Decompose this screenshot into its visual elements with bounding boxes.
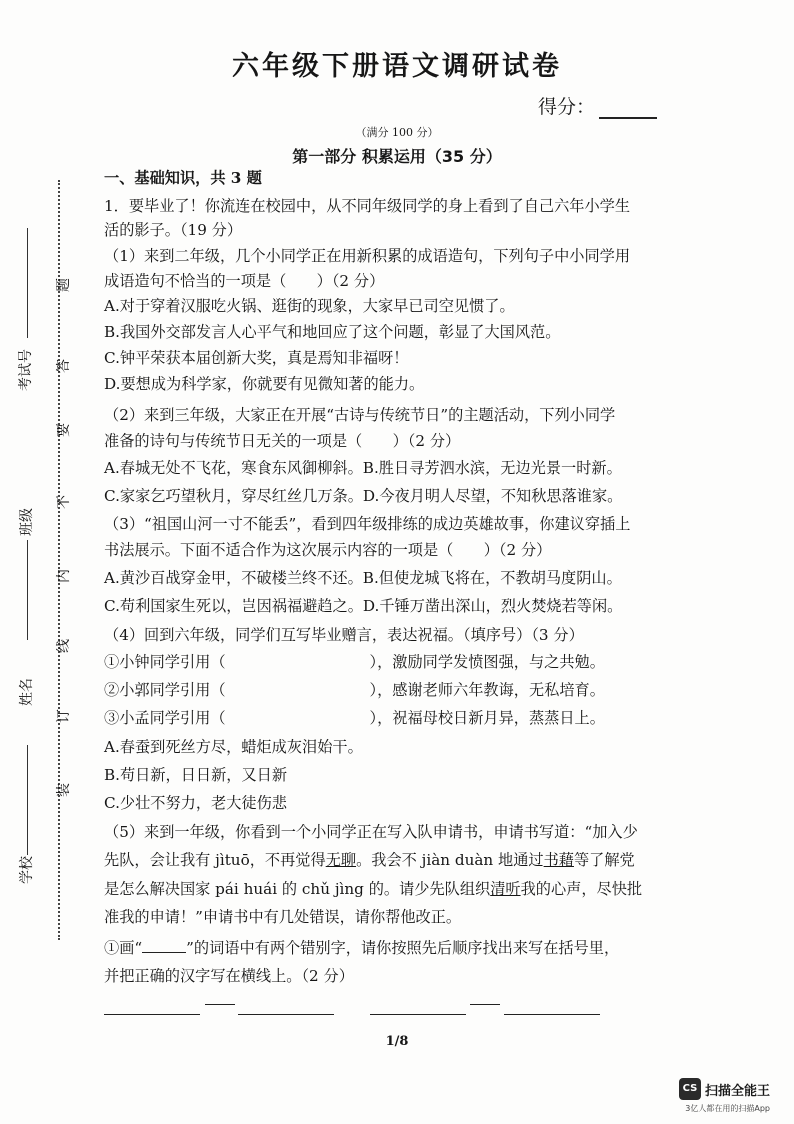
- q1-2-options-ab: A.春城无处不飞花，寒食东风御柳斜。B.胜日寻芳泗水滨，无边光景一时新。: [104, 459, 622, 477]
- section-heading: 一、基础知识，共 3 题: [104, 169, 262, 187]
- school-label: 学校: [19, 856, 35, 884]
- q1-1-option-b: B.我国外交部发言人心平气和地回应了这个问题，彰显了大国风范。: [104, 323, 561, 341]
- watermark-name: 扫描全能王: [704, 1083, 770, 1099]
- answer-line-short[interactable]: [470, 1004, 500, 1005]
- margin-warning-char: 要: [56, 423, 72, 437]
- q1-4-item-1: [104, 652, 605, 672]
- score-blank[interactable]: [599, 99, 657, 119]
- answer-line[interactable]: [504, 1014, 600, 1015]
- margin-warning-char: 不: [56, 495, 72, 509]
- underlined-word: 清听: [490, 880, 521, 898]
- q1-5-sub-1: [104, 938, 619, 958]
- q1-intro: 活的影子。（19 分）: [104, 221, 243, 239]
- score-field: [538, 92, 657, 119]
- q1-4-option-a: A.春蚕到死丝方尽，蜡炬成灰泪始干。: [104, 738, 363, 756]
- q1-5-text: 等了解党: [573, 851, 635, 869]
- q1-3-options-ab: A.黄沙百战穿金甲，不破楼兰终不还。B.但使龙城飞将在，不教胡马度阴山。: [104, 569, 622, 587]
- q1-5-text: 是怎么解决国家 pái huái 的 chǔ jìng 的。请少先队组织: [104, 880, 491, 898]
- scanner-watermark: [679, 1078, 770, 1114]
- q1-1-stem: （1）来到二年级，几个小同学正在用新积累的成语造句，下列句子中小同学用: [104, 247, 631, 265]
- q1-4-item-2-post: ），感谢老师六年教诲，无私培育。: [369, 681, 605, 699]
- q1-5-stem: （5）来到一年级，你看到一个小同学正在写入队申请书，申请书写道：“加入少: [104, 823, 638, 841]
- q1-5-sub-1: 并把正确的汉字写在横线上。（2 分）: [104, 967, 354, 985]
- q1-4-option-b: B.苟日新，日日新，又日新: [104, 766, 288, 784]
- name-label: 姓名: [19, 678, 35, 706]
- q1-4-item-1-post: ），激励同学发愤图强，与之共勉。: [369, 653, 605, 671]
- watermark-subtitle: 3亿人都在用的扫描App: [685, 1104, 770, 1113]
- q1-3-stem: 书法展示。下面不适合作为这次展示内容的一项是（ ）（2 分）: [104, 541, 552, 559]
- q1-3-stem: （3）“祖国山河一寸不能丢”，看到四年级排练的成边英雄故事，你建议穿插上: [104, 515, 631, 533]
- q1-1-option-c: C.钟平荣获本届创新大奖，真是焉知非福呀！: [104, 349, 409, 367]
- margin-warning-char: 内: [56, 569, 72, 583]
- exam-number-blank[interactable]: [27, 228, 28, 338]
- part-title: 第一部分 积累运用（35 分）: [292, 147, 502, 166]
- q1-1-option-a: A.对于穿着汉服吃火锅、逛街的现象，大家早已司空见惯了。: [104, 297, 515, 315]
- margin-warning-char: 答: [56, 359, 72, 373]
- answer-line[interactable]: [370, 1014, 466, 1015]
- binding-dotted-line: [58, 180, 60, 940]
- q1-3-options-cd: C.苟利国家生死以，岂因祸福避趋之。D.千锤万凿出深山，烈火焚烧若等闲。: [104, 597, 623, 615]
- answer-line[interactable]: [104, 1014, 200, 1015]
- q1-1-option-d: D.要想成为科学家，你就要有见微知著的能力。: [104, 375, 425, 393]
- underlined-word: 无聊: [325, 851, 357, 869]
- q1-2-stem: （2）来到三年级，大家正在开展“古诗与传统节日”的主题活动，下列小同学: [104, 406, 616, 424]
- q1-5-passage-line: [104, 879, 642, 899]
- q1-5-passage-line: 准我的申请！”申请书中有几处错误，请你帮他改正。: [104, 908, 462, 926]
- q1-4-item-2: [104, 680, 605, 700]
- q1-5-passage-line: [104, 850, 635, 870]
- exam-title: 六年级下册语文调研试卷: [232, 51, 562, 82]
- underline-sample: [142, 938, 186, 953]
- q1-2-options-cd: C.家家乞巧望秋月，穿尽红丝几万条。D.今夜月明人尽望，不知秋思落谁家。: [104, 487, 623, 505]
- q1-5-sub-text: ”的词语中有两个错别字，请你按照先后顺序找出来写在括号里，: [186, 939, 620, 957]
- q1-1-stem: 成语造句不恰当的一项是（ ）（2 分）: [104, 272, 385, 290]
- class-label: 班级: [19, 508, 35, 536]
- q1-4-item-3-post: ），祝福母校日新月异，蒸蒸日上。: [369, 709, 605, 727]
- class-blank[interactable]: [27, 540, 28, 640]
- q1-2-stem: 准备的诗句与传统节日无关的一项是（ ）（2 分）: [104, 432, 461, 450]
- q1-5-sub-text: ①画“: [104, 939, 143, 957]
- q1-intro: 1．要毕业了！你流连在校园中，从不同年级同学的身上看到了自己六年小学生: [104, 197, 631, 215]
- q1-5-text: 先队，会让我有 jìtuō，不再觉得: [104, 851, 326, 869]
- page-number: 1/8: [385, 1034, 409, 1049]
- q1-4-item-3-pre: ③小孟同学引用（: [104, 709, 226, 727]
- q1-5-text: 我的心声，尽快批: [520, 880, 643, 898]
- q1-4-item-2-pre: ②小郭同学引用（: [104, 681, 226, 699]
- full-marks: （满分 100 分）: [355, 126, 439, 139]
- score-label: 得分：: [538, 96, 596, 118]
- margin-warning-char: 题: [56, 278, 72, 292]
- exam-number-label: 考试号: [18, 349, 34, 391]
- q1-4-item-1-pre: ①小钟同学引用（: [104, 653, 226, 671]
- q1-5-text: 。我会不 jiàn duàn 地通过: [356, 851, 544, 869]
- answer-line[interactable]: [238, 1014, 334, 1015]
- margin-warning-char: 装: [56, 783, 72, 797]
- answer-line-short[interactable]: [205, 1004, 235, 1005]
- margin-warning-char: 线: [56, 639, 72, 653]
- q1-4-option-c: C.少壮不努力，老大徒伤悲: [104, 794, 287, 812]
- margin-warning-char: 订: [56, 709, 72, 723]
- q1-4-stem: （4）回到六年级，同学们互写毕业赠言，表达祝福。（填序号）（3 分）: [104, 626, 584, 644]
- underlined-word: 书藉: [543, 851, 574, 869]
- name-blank[interactable]: [27, 745, 28, 855]
- camscanner-logo-icon: CS: [679, 1078, 701, 1100]
- q1-4-item-3: [104, 708, 605, 728]
